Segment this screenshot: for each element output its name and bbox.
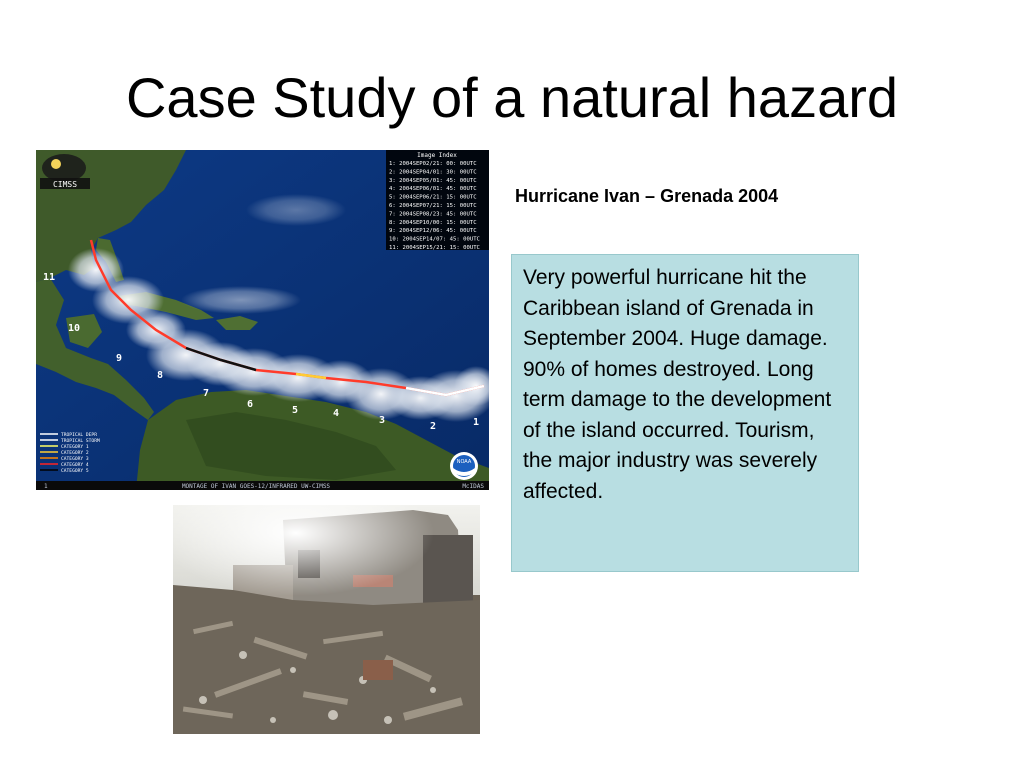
- track-label-7: 7: [203, 388, 210, 399]
- track-label-3: 3: [379, 415, 386, 426]
- track-label-9: 9: [116, 353, 123, 364]
- track-label-4: 4: [333, 408, 340, 419]
- noaa-logo-text: NOAA: [456, 459, 472, 465]
- image-index-row: 6: 2004SEP07/21: 15: 00UTC: [389, 203, 477, 209]
- image-index-title: Image Index: [417, 152, 457, 159]
- noaa-logo: [450, 452, 478, 480]
- track-label-2: 2: [430, 421, 437, 432]
- legend-label: CATEGORY 1: [61, 445, 89, 450]
- image-index-row: 9: 2004SEP12/06: 45: 00UTC: [389, 228, 477, 235]
- hurricane-damage-photo: [173, 505, 480, 734]
- slide-title: Case Study of a natural hazard: [125, 66, 899, 129]
- track-label-1: 1: [473, 417, 480, 428]
- map-footer-bar: [36, 481, 489, 490]
- image-index-row: 7: 2004SEP08/23: 45: 00UTC: [389, 211, 477, 218]
- legend-label: CATEGORY 5: [61, 469, 89, 474]
- track-label-8: 8: [157, 370, 164, 381]
- image-index-row: 4: 2004SEP06/01: 45: 00UTC: [389, 186, 477, 193]
- image-index-row: 2: 2004SEP04/01: 30: 00UTC: [389, 169, 477, 176]
- image-index-row: 3: 2004SEP05/01: 45: 00UTC: [389, 177, 477, 184]
- footer-frame-number: 1: [44, 483, 48, 490]
- description-text-box: [511, 254, 859, 572]
- cimss-logo-text: CIMSS: [52, 180, 78, 189]
- footer-caption: MONTAGE OF IVAN GOES-12/INFRARED UW-CIMSS: [181, 483, 331, 490]
- legend-label: TROPICAL DEPR: [61, 433, 97, 438]
- image-index-row: 10: 2004SEP14/07: 45: 00UTC: [389, 236, 480, 243]
- image-index-row: 1: 2004SEP02/21: 00: 00UTC: [389, 161, 477, 167]
- track-label-5: 5: [292, 405, 299, 416]
- legend-label: CATEGORY 4: [61, 463, 89, 468]
- image-index-panel: [386, 150, 489, 251]
- legend-label: CATEGORY 2: [61, 451, 89, 456]
- footer-credit: McIDAS: [462, 483, 484, 490]
- hurricane-track-satellite-map: [36, 150, 489, 490]
- image-index-row: 5: 2004SEP06/21: 15: 00UTC: [389, 194, 477, 201]
- legend-label: TROPICAL STORM: [61, 439, 100, 444]
- legend-label: CATEGORY 3: [61, 457, 89, 462]
- track-label-6: 6: [247, 399, 254, 410]
- track-label-10: 10: [68, 323, 81, 334]
- image-index-row: 11: 2004SEP15/21: 15: 00UTC: [389, 245, 480, 251]
- description-text: Very powerful hurricane hit the Caribbean island of Grenada in September 2004. Huge damage. 90% of homes destroyed. Long term damage to the development of the island occurred. Tourism, the major industry was severely affected.: [523, 266, 832, 503]
- rubble-block: [363, 660, 393, 680]
- sun-glare: [173, 505, 480, 645]
- case-study-subtitle: Hurricane Ivan – Grenada 2004: [515, 186, 779, 206]
- image-index-row: 8: 2004SEP10/00: 15: 00UTC: [389, 219, 477, 226]
- track-label-11: 11: [43, 272, 56, 283]
